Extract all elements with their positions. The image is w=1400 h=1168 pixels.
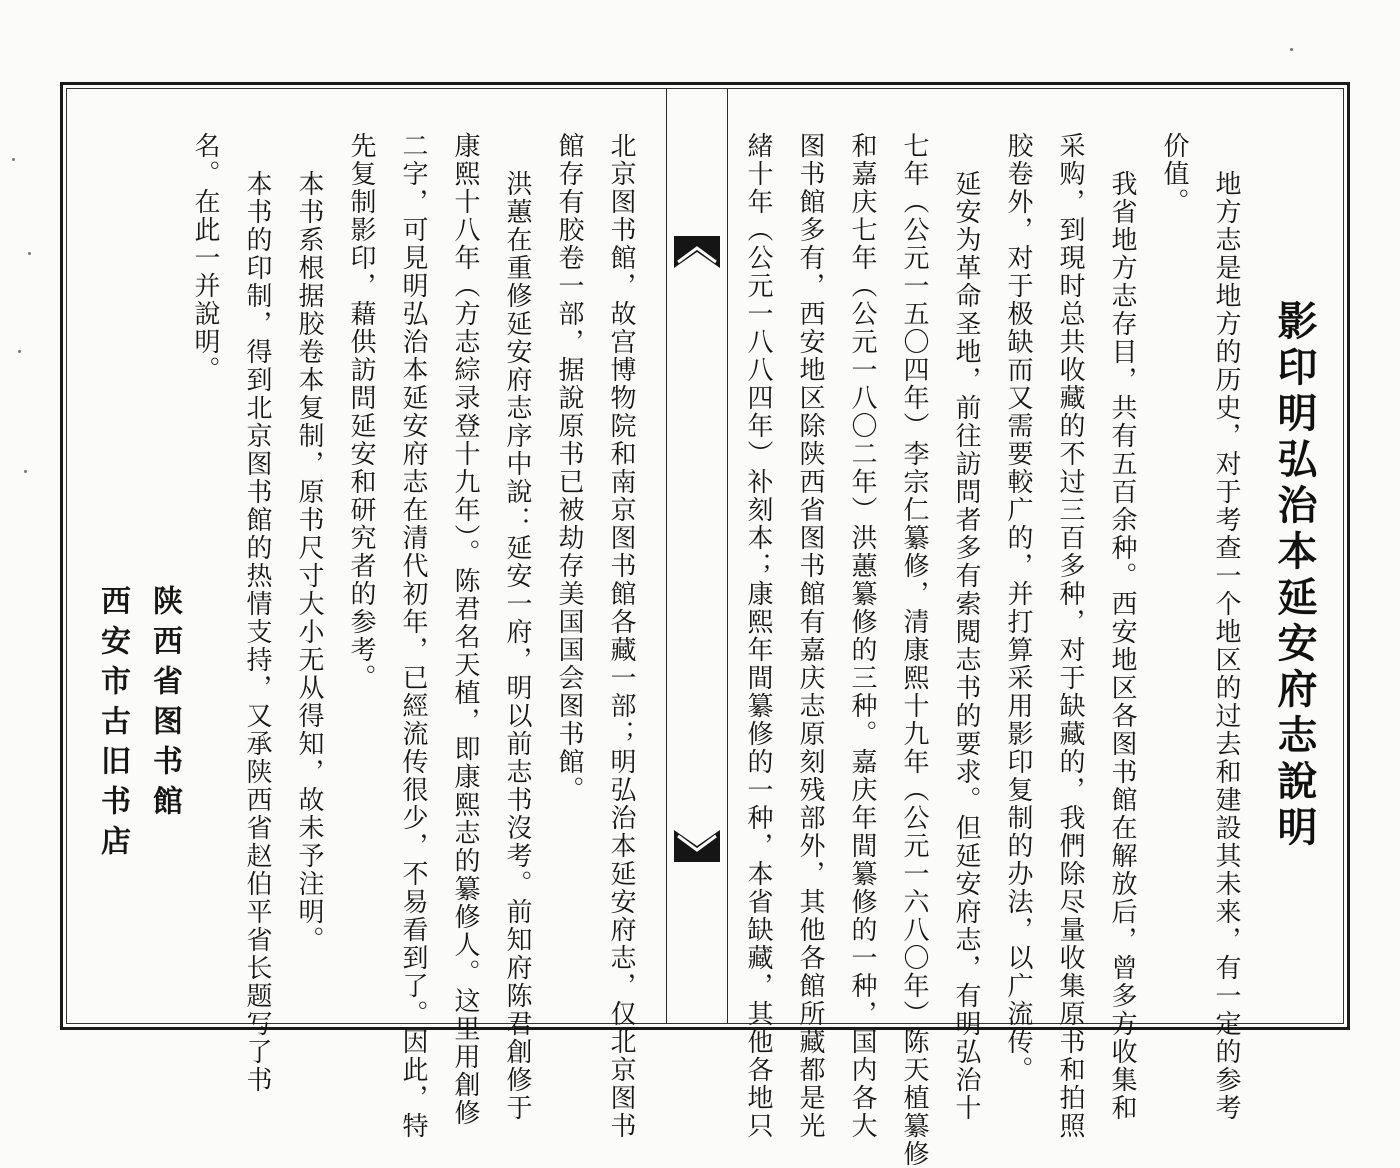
text-column: 胶卷外，对于极缺而又需要較广的，并打算采用影印复制的办法，以广流传。 — [1003, 132, 1033, 1084]
document-title: 影印明弘治本延安府志說明 — [1271, 300, 1318, 852]
scan-speck — [28, 252, 31, 255]
scan-speck — [18, 350, 21, 353]
text-column: 和嘉庆七年（公元一八〇二年）洪蕙纂修的三种。嘉庆年間纂修的一种，国内各大 — [847, 132, 877, 1140]
gutter-rule-left — [666, 89, 667, 1023]
text-column: 洪蕙在重修延安府志序中說：延安一府，明以前志书沒考。前知府陈君創修于 — [502, 170, 532, 1122]
scan-speck — [1290, 48, 1293, 51]
text-column: 七年（公元一五〇四年）李宗仁纂修，清康熙十九年（公元一六八〇年）陈天植纂修 — [899, 132, 929, 1168]
text-column: 采购，到現时总共收藏的不过三百多种，对于缺藏的，我們除尽量收集原书和拍照 — [1055, 132, 1085, 1140]
fishtail-mark-top — [672, 232, 722, 272]
text-column: 我省地方志存目，共有五百余种。西安地区各图书館在解放后，曾多方收集和 — [1107, 170, 1137, 1122]
text-column: 图书館多有，西安地区除陕西省图书館有嘉庆志原刻残部外，其他各館所藏都是光 — [795, 132, 825, 1140]
text-column: 緒十年（公元一八八四年）补刻本；康熙年間纂修的一种，本省缺藏，其他各地只 — [743, 132, 773, 1140]
fishtail-mark-bottom — [672, 826, 722, 866]
text-column: 价值。 — [1159, 132, 1189, 216]
text-column: 本书的印制，得到北京图书館的热情支持，又承陕西省赵伯平省长题写了书 — [242, 170, 272, 1094]
text-column: 北京图书館，故宫博物院和南京图书館各藏一部；明弘治本延安府志，仅北京图书 — [606, 132, 636, 1140]
text-column: 二字，可見明弘治本延安府志在清代初年，已經流传很少，不易看到了。因此，特 — [398, 132, 428, 1140]
text-column: 名。在此一并說明。 — [190, 132, 220, 384]
scan-speck — [24, 470, 27, 473]
text-column: 地方志是地方的历史，对于考查一个地区的过去和建設其未来，有一定的参考 — [1211, 170, 1241, 1122]
scan-speck — [12, 158, 15, 161]
text-column: 館存有胶卷一部，据說原书已被劫存美国国会图书館。 — [554, 132, 584, 804]
text-column: 康熙十八年（方志綜录登十九年）。陈君名天植，即康熙志的纂修人。这里用創修 — [450, 132, 480, 1127]
gutter-rule-right — [727, 89, 728, 1023]
text-column: 延安为革命圣地，前往訪問者多有索閱志书的要求。但延安府志，有明弘治十 — [951, 170, 981, 1122]
publisher-signature-line: 西安市古旧书店 — [95, 585, 130, 865]
text-column: 本书系根据胶卷本复制，原书尺寸大小无从得知，故未予注明。 — [294, 170, 324, 954]
publisher-signature-line: 陕西省图书館 — [147, 585, 182, 825]
text-column: 先复制影印，藉供訪問延安和研究者的参考。 — [346, 132, 376, 692]
